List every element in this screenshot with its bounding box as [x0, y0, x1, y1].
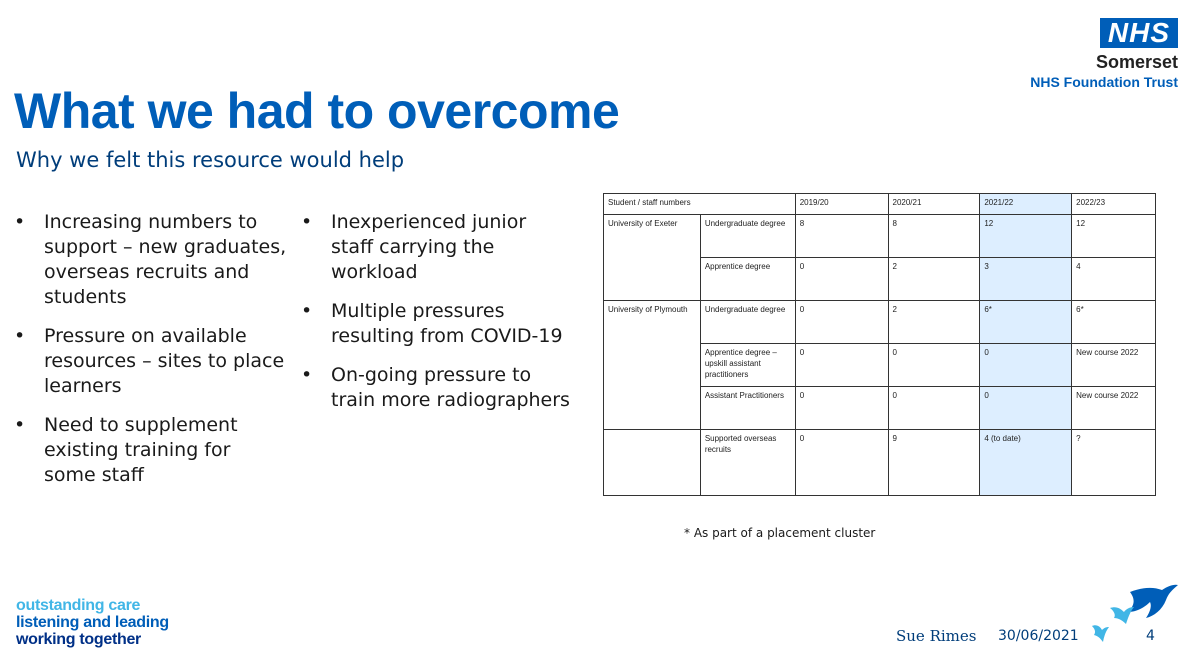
value-cell: 2 [888, 301, 980, 344]
type-cell: Apprentice degree – upskill assistant practitioners [700, 344, 795, 387]
organisation-name: Somerset [1095, 52, 1178, 72]
table-header-year: 2020/21 [888, 194, 980, 215]
value-cell: 0 [795, 387, 888, 430]
presenter-name: Sue Rimes [896, 627, 977, 645]
student-staff-numbers-table [603, 193, 1156, 496]
tagline-line: working together [16, 631, 141, 648]
tagline-line: listening and leading [16, 614, 169, 631]
bullet-item: • Inexperienced junior staff carrying the workload [301, 210, 574, 285]
value-cell: 0 [980, 387, 1072, 430]
organisation-subtitle: NHS Foundation Trust [1030, 74, 1178, 90]
type-cell: Undergraduate degree [700, 301, 795, 344]
value-cell: ? [1072, 430, 1156, 496]
value-cell: 0 [888, 387, 980, 430]
value-cell: 8 [795, 215, 888, 258]
value-cell: 6* [1072, 301, 1156, 344]
table-footnote: * As part of a placement cluster [684, 526, 876, 540]
bullet-item: • Increasing numbers to support – new graduates, overseas recruits and students [14, 210, 287, 310]
value-cell: 12 [1072, 215, 1156, 258]
table-row [604, 301, 1156, 344]
table-row [604, 215, 1156, 258]
slide-title: What we had to overcome [14, 83, 620, 139]
value-cell: 0 [888, 344, 980, 387]
table-header-year: 2019/20 [795, 194, 888, 215]
type-cell: Apprentice degree [700, 258, 795, 301]
value-cell: 12 [980, 215, 1072, 258]
value-cell: 8 [888, 215, 980, 258]
table-header-year: 2022/23 [1072, 194, 1156, 215]
table-header-label: Student / staff numbers [604, 194, 796, 215]
bullet-item: • Need to supplement existing training for some staff [14, 413, 287, 488]
table-header-row [604, 194, 1156, 215]
birds-icon [1090, 582, 1180, 644]
value-cell: 9 [888, 430, 980, 496]
table-row [604, 430, 1156, 496]
type-cell: Undergraduate degree [700, 215, 795, 258]
value-cell: 4 (to date) [980, 430, 1072, 496]
table-header-year: 2021/22 [980, 194, 1072, 215]
nhs-badge: NHS [1100, 18, 1178, 48]
bullet-item: • Pressure on available resources – sites to place learners [14, 324, 287, 399]
value-cell: 2 [888, 258, 980, 301]
page-number: 4 [1146, 628, 1155, 644]
trust-values-tagline [16, 597, 169, 648]
value-cell: 0 [795, 430, 888, 496]
slide-subtitle: Why we felt this resource would help [16, 148, 405, 172]
value-cell: New course 2022 [1072, 344, 1156, 387]
value-cell: New course 2022 [1072, 387, 1156, 430]
nhs-somerset-logo [1030, 18, 1178, 90]
bullet-list [14, 210, 574, 535]
value-cell: 0 [795, 258, 888, 301]
bullet-item: • On-going pressure to train more radiographers [301, 363, 574, 413]
value-cell: 3 [980, 258, 1072, 301]
value-cell: 4 [1072, 258, 1156, 301]
institution-cell: University of Plymouth [604, 301, 701, 430]
value-cell: 0 [795, 344, 888, 387]
value-cell: 0 [795, 301, 888, 344]
slide-date: 30/06/2021 [998, 628, 1079, 644]
bullet-item: • Multiple pressures resulting from COVID-19 [301, 299, 574, 349]
institution-cell: University of Exeter [604, 215, 701, 301]
type-cell: Supported overseas recruits [700, 430, 795, 496]
tagline-line: outstanding care [16, 597, 141, 614]
value-cell: 6* [980, 301, 1072, 344]
institution-cell [604, 430, 701, 496]
type-cell: Assistant Practitioners [700, 387, 795, 430]
value-cell: 0 [980, 344, 1072, 387]
